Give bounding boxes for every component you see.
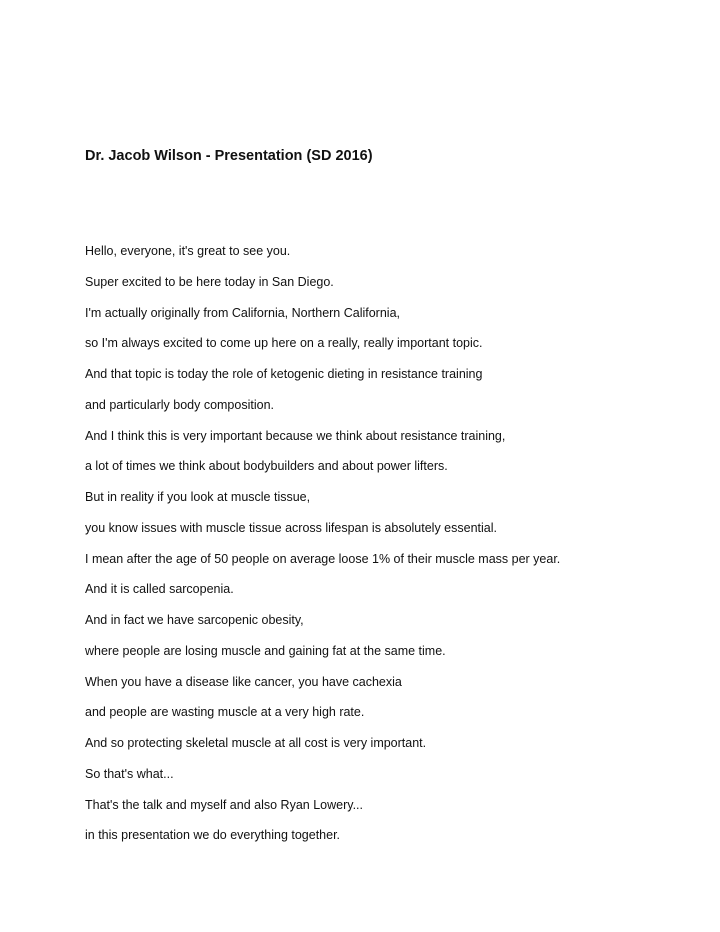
- transcript-line: in this presentation we do everything together.: [85, 828, 341, 843]
- transcript-line: And it is called sarcopenia.: [85, 582, 234, 597]
- transcript-line: I'm actually originally from California, Northern California,: [85, 305, 401, 320]
- transcript-line: Super excited to be here today in San Diego.: [85, 274, 334, 289]
- transcript-lines: [85, 243, 560, 858]
- transcript-line: and particularly body composition.: [85, 397, 274, 412]
- transcript-line: you know issues with muscle tissue across lifespan is absolutely essential.: [85, 520, 497, 535]
- transcript-line: And that topic is today the role of ketogenic dieting in resistance training: [85, 367, 483, 381]
- transcript-line: And so protecting skeletal muscle at all cost is very important.: [85, 736, 427, 750]
- transcript-line: and people are wasting muscle at a very high rate.: [85, 705, 365, 720]
- transcript-line: Hello, everyone, it's great to see you.: [85, 244, 291, 258]
- transcript-line: so I'm always excited to come up here on a really, really important topic.: [85, 336, 483, 351]
- document-title: Dr. Jacob Wilson - Presentation (SD 2016): [85, 148, 373, 164]
- transcript-line: So that's what...: [85, 766, 174, 781]
- transcript-line: a lot of times we think about bodybuilders and about power lifters.: [85, 459, 448, 474]
- transcript-line: I mean after the age of 50 people on average loose 1% of their muscle mass per year.: [85, 551, 561, 566]
- transcript-line: That's the talk and myself and also Ryan Lowery...: [85, 797, 363, 812]
- transcript-line: And in fact we have sarcopenic obesity,: [85, 613, 304, 627]
- transcript-line: And I think this is very important because we think about resistance training,: [85, 428, 506, 443]
- transcript-line: where people are losing muscle and gaining fat at the same time.: [85, 643, 446, 658]
- transcript-line: But in reality if you look at muscle tissue,: [85, 490, 311, 504]
- transcript-line: When you have a disease like cancer, you have cachexia: [85, 674, 402, 689]
